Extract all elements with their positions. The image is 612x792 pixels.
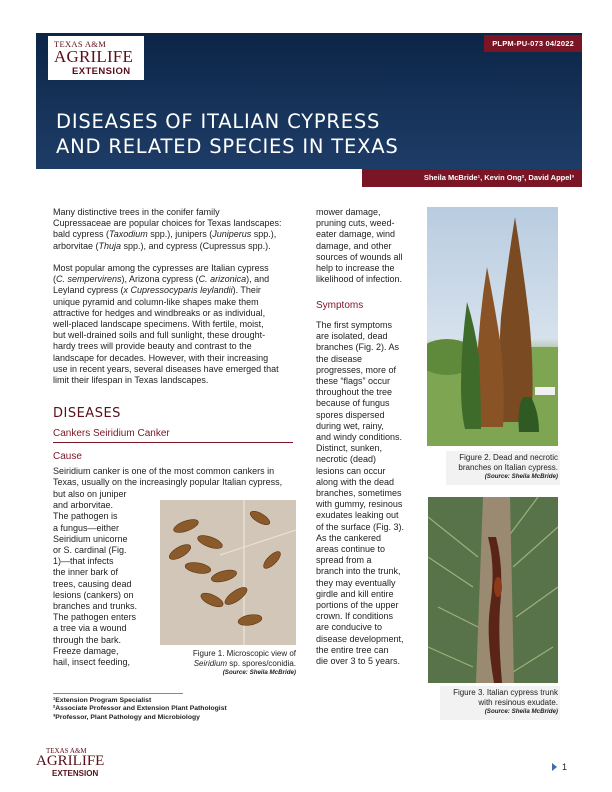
cause-paragraph-narrow xyxy=(53,489,137,668)
text-line: landscape for decades. However, with their increasing xyxy=(53,352,269,363)
text-line: with gummy, resinous xyxy=(316,499,403,510)
footnote-2: ²Associate Professor and Extension Plant Pathologist xyxy=(53,705,227,713)
canker-heading: Cankers Seiridium Canker xyxy=(53,428,170,439)
text-line: along with the dead xyxy=(316,476,395,487)
text-line: branches (Fig. 2). As xyxy=(316,342,400,353)
text-line: arborvitae (Thuja spp.), and cypress (Cupressus spp.). xyxy=(53,240,271,251)
figure-1-microscope-image xyxy=(160,500,296,645)
text-line: mower damage, xyxy=(316,207,381,217)
authors-bar: Sheila McBride¹, Kevin Ong², David Appel³ xyxy=(362,169,582,187)
text-line: because of fungus xyxy=(316,398,390,409)
text-line: eater damage, wind xyxy=(316,229,396,240)
text-line: lesions can occur xyxy=(316,465,386,476)
text-line: The pathogen enters xyxy=(53,612,137,623)
text-line: use in recent years, several diseases have emerged that xyxy=(53,363,279,374)
text-line: (C. sempervirens), Arizona cypress (C. arizonica), and xyxy=(53,274,270,285)
text-line: during wet, rainy, xyxy=(316,420,384,431)
title-line-1: DISEASES OF ITALIAN CYPRESS xyxy=(56,110,381,133)
text-line: hail, insect feeding, xyxy=(53,657,131,668)
text-line: lesions (cankers) on xyxy=(53,589,134,600)
text-line: 1)—that infects xyxy=(53,556,114,567)
text-line: throughout the tree xyxy=(316,387,393,398)
canker-heading-rule xyxy=(53,442,293,443)
text-line: unique pyramid and column-like shapes make them xyxy=(53,296,259,307)
page-title xyxy=(56,109,399,159)
cause-heading: Cause xyxy=(53,451,82,462)
cypress-paragraph xyxy=(53,263,279,386)
footnote-3: ³Professor, Plant Pathology and Microbiology xyxy=(53,713,200,721)
figure-2-source: (Source: Sheila McBride) xyxy=(484,473,558,481)
text-line: Freeze damage, xyxy=(53,645,119,656)
text-line: die over 3 to 5 years. xyxy=(316,656,401,667)
figure-1-caption xyxy=(178,649,296,678)
text-line: Distinct, sunken, xyxy=(316,443,383,454)
figure-1-caption-line-2: sp. spores/conidia. xyxy=(227,658,296,668)
cypress-trees-illustration xyxy=(427,207,558,446)
text-line: or S. cardinal (Fig. xyxy=(53,545,127,556)
text-line: branch into the trunk, xyxy=(316,566,401,577)
text-line: branches, sometimes xyxy=(316,488,402,499)
text-line: Seiridium unicorne xyxy=(53,533,128,544)
text-line: Seiridium canker is one of the most common cankers in xyxy=(53,466,275,476)
text-line: Leyland cypress (x Cupressocyparis leylandii). Their xyxy=(53,285,261,296)
footer-logo-mid: AGRILIFE xyxy=(36,753,105,769)
intro-paragraph xyxy=(53,207,281,252)
diseases-heading: DISEASES xyxy=(53,406,121,421)
text-line: bald cypress (Taxodium spp.), junipers (Juniperus spp.), xyxy=(53,229,277,240)
logo-top-text: TEXAS A&M xyxy=(54,39,107,49)
text-line: Cupressaceae are popular choices for Texas landscapes: xyxy=(53,218,282,229)
figure-3-trunk-photo xyxy=(428,497,558,683)
figure-3-caption-line-1: Figure 3. Italian cypress trunk xyxy=(453,688,558,697)
trunk-illustration xyxy=(428,497,558,683)
figure-2-cypress-photo xyxy=(427,207,558,446)
text-line: Texas, usually on the increasingly popular Italian cypress, xyxy=(53,477,283,488)
cause-paragraph-top xyxy=(53,466,282,488)
text-line: these “flags” occur xyxy=(316,376,391,387)
symptoms-paragraph xyxy=(316,320,404,667)
text-line: crown. If conditions xyxy=(316,611,394,622)
text-line: exudates leaking out xyxy=(316,510,399,521)
text-line: portions of the upper xyxy=(316,600,399,611)
text-line: likelihood of infection. xyxy=(316,274,403,285)
text-line: well-placed landscape specimens. With fertile, moist, xyxy=(53,319,264,330)
figure-3-source: (Source: Sheila McBride) xyxy=(484,708,558,716)
text-line: a fungus—either xyxy=(53,522,120,533)
header-band xyxy=(36,33,582,169)
agrilife-logo xyxy=(48,36,144,80)
footnote-rule xyxy=(53,693,183,694)
text-line: damage, and other xyxy=(316,240,392,251)
text-line: they may eventually xyxy=(316,577,396,588)
footer-logo-bottom: EXTENSION xyxy=(52,769,99,778)
text-line: are isolated, dead xyxy=(316,331,388,342)
page-arrow-icon xyxy=(552,763,557,771)
text-line: hardy trees will provide beauty and contrast to the xyxy=(53,341,252,352)
text-line: the entire tree can xyxy=(316,644,389,655)
text-line: through the bark. xyxy=(53,634,122,645)
text-line: The pathogen is xyxy=(53,511,118,522)
text-line: progresses, more of xyxy=(316,364,397,375)
text-line: Most popular among the cypresses are Italian cypress xyxy=(53,263,269,273)
text-line: branches and trunks. xyxy=(53,601,138,612)
figure-1-caption-genus: Seiridium xyxy=(193,658,228,668)
text-line: Many distinctive trees in the conifer family xyxy=(53,207,220,217)
footer-logo xyxy=(36,747,116,779)
text-line: but well-drained soils and full sunlight, these drought- xyxy=(53,330,266,341)
text-line: and arborvitae. xyxy=(53,500,114,511)
text-line: help to increase the xyxy=(316,263,395,274)
text-line: are conducive to xyxy=(316,622,383,633)
symptoms-heading: Symptoms xyxy=(316,300,364,311)
text-line: the disease xyxy=(316,353,363,364)
text-line: trees, causing dead xyxy=(53,578,132,589)
text-line: girdle and kill entire xyxy=(316,588,394,599)
footnote-1: ¹Extension Program Specialist xyxy=(53,697,152,704)
figure-1-source: (Source: Sheila McBride) xyxy=(222,669,296,677)
footnotes xyxy=(53,697,227,722)
figure-2-caption xyxy=(446,453,558,482)
text-line: As the cankered xyxy=(316,532,382,543)
text-line: of the surface (Fig. 3). xyxy=(316,521,405,532)
document-id-badge: PLPM-PU-073 04/2022 xyxy=(484,35,582,52)
wound-sources-paragraph xyxy=(316,207,403,285)
spores-illustration xyxy=(160,500,296,645)
figure-1-caption-line-1: Figure 1. Microscopic view of xyxy=(192,649,296,658)
text-line: spores dispersed xyxy=(316,409,385,420)
footer-logo-top: TEXAS A&M xyxy=(46,747,87,755)
text-line: limit their lifespan in Texas landscapes. xyxy=(53,375,209,386)
text-line: necrotic (dead) xyxy=(316,454,377,465)
text-line: a tree via a wound xyxy=(53,623,127,634)
figure-2-caption-line-2: branches on Italian cypress. xyxy=(458,462,558,472)
text-line: attractive for hedges and windbreaks or as individual, xyxy=(53,307,266,318)
text-line: the inner bark of xyxy=(53,567,119,578)
figure-2-caption-line-1: Figure 2. Dead and necrotic xyxy=(459,453,558,462)
text-line: areas continue to xyxy=(316,544,386,555)
text-line: sources of wounds all xyxy=(316,251,403,262)
figure-3-caption xyxy=(440,688,558,717)
title-line-2: AND RELATED SPECIES IN TEXAS xyxy=(56,135,399,158)
text-line: pruning cuts, weed- xyxy=(316,218,395,229)
text-line: disease development, xyxy=(316,633,404,644)
text-line: The first symptoms xyxy=(316,320,393,330)
text-line: and windy conditions. xyxy=(316,432,403,443)
text-line: but also on juniper xyxy=(53,489,127,499)
logo-bottom-text: EXTENSION xyxy=(72,66,131,77)
logo-mid-text: AGRILIFE xyxy=(54,47,134,66)
text-line: spread from a xyxy=(316,555,372,566)
figure-3-caption-line-2: with resinous exudate. xyxy=(478,697,558,707)
page-number: 1 xyxy=(562,762,568,772)
